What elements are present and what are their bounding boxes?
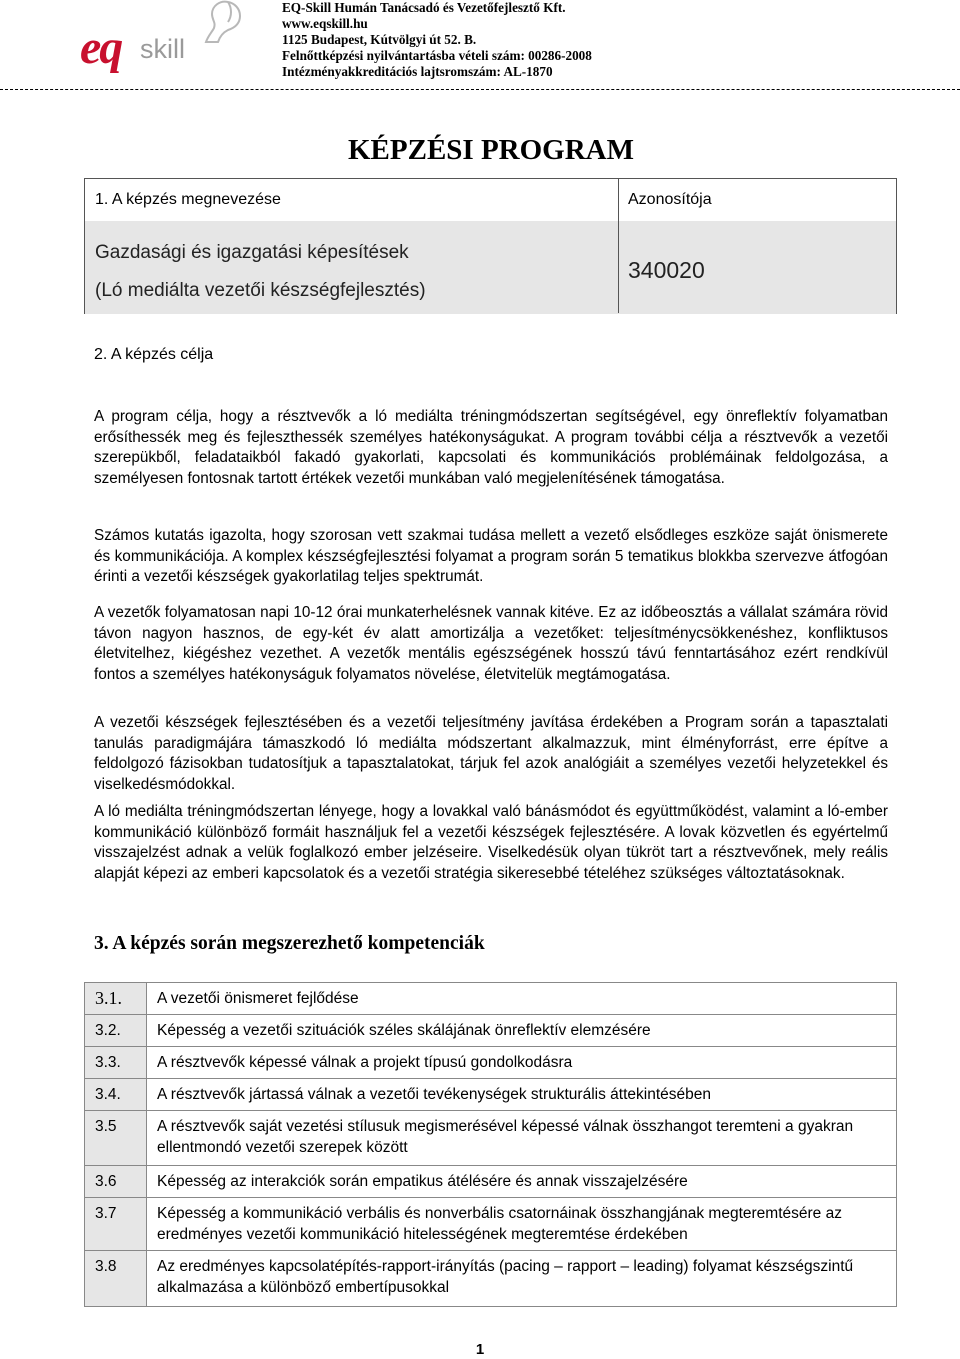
training-code: 340020	[628, 257, 705, 283]
competency-text: A résztvevők képessé válnak a projekt típusú gondolkodásra	[147, 1047, 897, 1079]
competency-text: Képesség a kommunikáció verbális és nonverbális csatornáinak összhangjának megteremtésére az eredményes vezetői kommunikáció hitelességének megteremtése érdekében	[147, 1198, 897, 1251]
page-number: 1	[475, 1341, 485, 1358]
logo-eq-text: eq	[80, 21, 122, 74]
horse-head-icon	[198, 0, 244, 44]
qualification-line-2: (Ló mediálta vezetői készségfejlesztés)	[95, 280, 426, 301]
company-name: EQ-Skill Humán Tanácsadó és Vezetőfejlesztő Kft.	[282, 0, 566, 15]
company-address: 1125 Budapest, Kútvölgyi út 52. B.	[282, 32, 477, 47]
training-identity-table	[84, 178, 897, 314]
table-row	[85, 983, 897, 1015]
company-registration: Felnőttképzési nyilvántartásba vételi szám: 00286-2008	[282, 48, 592, 63]
table-row	[85, 1111, 897, 1166]
competency-number: 3.3.	[85, 1047, 147, 1079]
paragraph: A vezetők folyamatosan napi 10-12 órai munkaterhelésnek vannak kitéve. Ez az időbeosztás a vállalat számára rövid távon nagyon hasznos, de egy-két év alatt amortizálja a vezetőket: teljesítménycsökkenéshez, konfliktusos életvitelhez, kiégéshez vezethet. A vezetők mentális egészségének hosszú távú fenntartásához ezért rendkívül fontos a személyes hatékonyságuk folyamatos növelése, életvitelük megtámogatása.	[94, 604, 888, 683]
competencies-table	[84, 982, 897, 1307]
company-accreditation: Intézményakkreditációs lajtsromszám: AL-1870	[282, 64, 553, 79]
qualification-name	[95, 234, 426, 310]
competency-number: 3.4.	[85, 1079, 147, 1111]
competency-number: 3.6	[85, 1166, 147, 1198]
table-row	[85, 1015, 897, 1047]
paragraph: Számos kutatás igazolta, hogy szorosan vett szakmai tudása mellett a vezető elsődleges eszköze saját önismerete és kommunikációja. A komplex készségfejlesztési folyamat a program során 5 tematikus blokkba szervezve átfogóan érinti a vezetői készségek gyakorlatilag teljes spektrumát.	[94, 527, 888, 585]
competency-text: A résztvevők saját vezetési stílusuk megismerésével képessé válnak összhangot teremteni a gyakran ellentmondó vezetői szerepek között	[147, 1111, 897, 1166]
section-3-heading: 3. A képzés során megszerezhető kompetenciák	[94, 933, 485, 954]
competency-text: Képesség az interakciók során empatikus átélésére és annak visszajelzésére	[147, 1166, 897, 1198]
company-info	[282, 0, 782, 80]
company-logo	[80, 0, 260, 75]
qualification-line-1: Gazdasági és igazgatási képesítések	[95, 242, 409, 263]
header-divider	[0, 89, 960, 90]
competency-number: 3.2.	[85, 1015, 147, 1047]
competency-text: Az eredményes kapcsolatépítés-rapport-irányítás (pacing – rapport – leading) folyamat készségszintű alkalmazása a különböző embertípusokkal	[147, 1251, 897, 1307]
table-row	[85, 1079, 897, 1111]
paragraph: A program célja, hogy a résztvevők a ló mediálta tréningmódszertan segítségével, egy önreflektív folyamatban erősíthessék meg és fejleszthessék személyes hatékonyságukat. A program további célja a résztvevők a vezetői szerepükből, feladataikból fakadó gyakorlati, kapcsolati és kommunikációs problémáinak feldolgozása, a személyesen fontosnak tartott értékek vezetői munkában való megjelenítésének támogatása.	[94, 408, 888, 487]
training-name-label: 1. A képzés megnevezése	[95, 191, 281, 208]
table-row	[85, 1047, 897, 1079]
competency-number: 3.7	[85, 1198, 147, 1251]
competency-text: A vezetői önismeret fejlődése	[147, 983, 897, 1015]
table-body-row	[85, 221, 896, 314]
table-row	[85, 1166, 897, 1198]
section-2-heading: 2. A képzés célja	[94, 346, 214, 363]
competency-text: A résztvevők jártassá válnak a vezetői tevékenységek strukturális áttekintésében	[147, 1079, 897, 1111]
document-title: KÉPZÉSI PROGRAM	[348, 134, 634, 166]
company-website: www.eqskill.hu	[282, 16, 368, 31]
training-id-label: Azonosítója	[628, 191, 712, 208]
table-column-divider	[618, 179, 619, 313]
competency-number: 3.8	[85, 1251, 147, 1307]
table-header-row	[85, 179, 896, 222]
table-row	[85, 1251, 897, 1307]
competency-text: Képesség a vezetői szituációk széles skálájának önreflektív elemzésére	[147, 1015, 897, 1047]
competency-number: 3.5	[85, 1111, 147, 1166]
paragraph: A ló mediálta tréningmódszertan lényege, hogy a lovakkal való bánásmódot és együttműködést, valamint a ló-ember kommunikáció különböző formáit használjuk fel a vezetői készségek fejlesztésére. A lovak közvetlen és egyértelmű visszajelzést adnak a velük foglalkozó ember jelzéseire. Viselkedésük olyan tükröt tart a résztvevőnek, mely reális alapját képezi az emberi kapcsolatok és a vezetői stratégia sikeresebbé tételéhez szükséges változtatásoknak.	[94, 803, 888, 882]
table-row	[85, 1198, 897, 1251]
competency-number: 3.1.	[85, 983, 147, 1015]
logo-skill-text: skill	[140, 34, 185, 64]
paragraph: A vezetői készségek fejlesztésében és a vezetői teljesítmény javítása érdekében a Program során a tapasztalati tanulás paradigmájára támaszkodó ló mediálta módszertant alkalmazzuk, mint élményforrást, erre építve a feldolgozó fázisokban tudatosítjuk a tapasztalatokat, tárjuk fel azok analógiáit a személyes vezetői helyzetekkel és viselkedésmódokkal.	[94, 714, 888, 793]
